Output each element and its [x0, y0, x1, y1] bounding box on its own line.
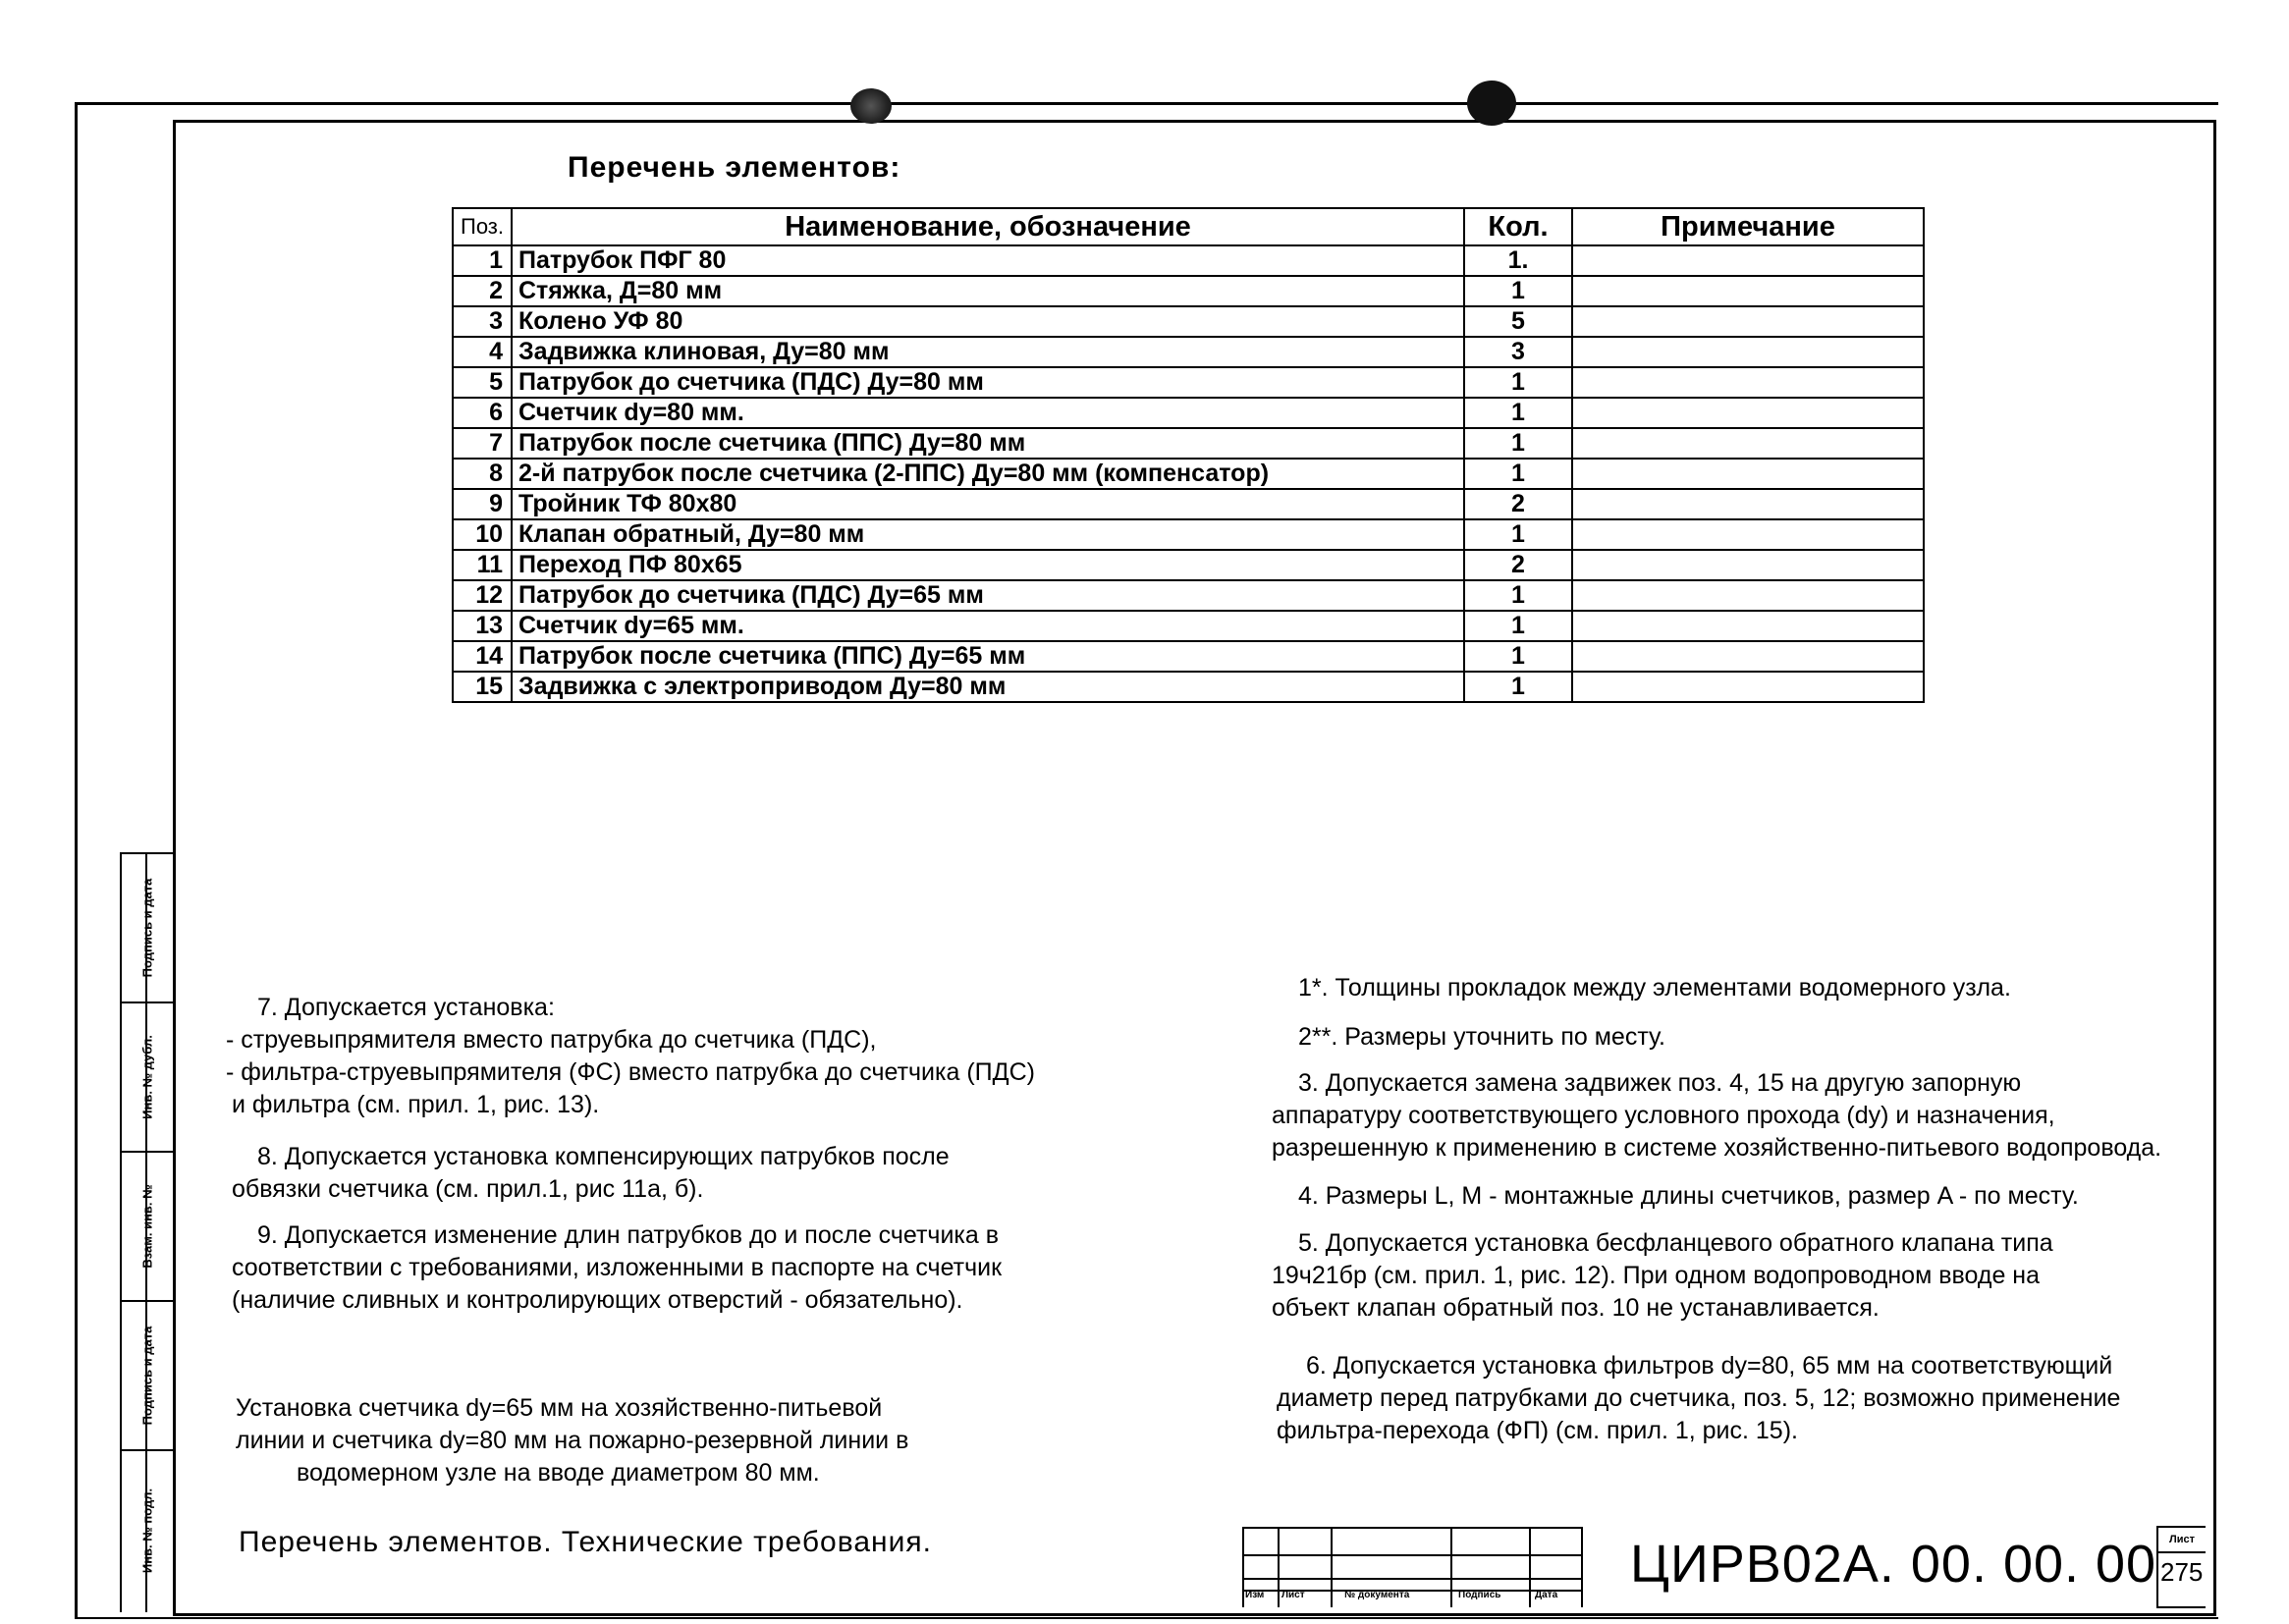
side-cell-replace-inv: Взам. инв. № — [122, 1153, 173, 1302]
cell-note — [1572, 428, 1924, 459]
cell-qty: 1 — [1464, 672, 1572, 702]
cell-qty: 1 — [1464, 459, 1572, 489]
cell-name: Стяжка, Д=80 мм — [512, 276, 1464, 306]
cell-pos: 13 — [453, 611, 512, 641]
cell-pos: 9 — [453, 489, 512, 519]
cell-name: Задвижка с электроприводом Ду=80 мм — [512, 672, 1464, 702]
cell-name: Клапан обратный, Ду=80 мм — [512, 519, 1464, 550]
stamp-label-signature: Подпись — [1458, 1590, 1501, 1600]
cell-note — [1572, 550, 1924, 580]
cell-name: Тройник ТФ 80х80 — [512, 489, 1464, 519]
note-9-line-1: 9. Допускается изменение длин патрубков до и после счетчика в — [257, 1221, 1000, 1249]
table-row — [453, 276, 1924, 306]
header-pos: Поз. — [453, 208, 512, 245]
cell-qty: 1. — [1464, 245, 1572, 276]
cell-note — [1572, 245, 1924, 276]
note-3-line-1: 3. Допускается замена задвижек поз. 4, 15 на другую запорную — [1298, 1069, 2022, 1097]
note-6-line-2: диаметр перед патрубками до счетчика, поз. 5, 12; возможно применение — [1277, 1384, 2121, 1412]
table-row — [453, 580, 1924, 611]
cell-pos: 3 — [453, 306, 512, 337]
table-row — [453, 611, 1924, 641]
cell-note — [1572, 672, 1924, 702]
table-header-row — [453, 208, 1924, 245]
table-row — [453, 306, 1924, 337]
cell-qty: 1 — [1464, 611, 1572, 641]
table-row — [453, 398, 1924, 428]
cell-qty: 3 — [1464, 337, 1572, 367]
cell-qty: 1 — [1464, 398, 1572, 428]
note-5-line-3: объект клапан обратный поз. 10 не устанавливается. — [1272, 1294, 1880, 1322]
sheet-number: 275 — [2160, 1557, 2204, 1587]
cell-name: Счетчик dy=65 мм. — [512, 611, 1464, 641]
cell-qty: 2 — [1464, 489, 1572, 519]
cell-pos: 10 — [453, 519, 512, 550]
header-name: Наименование, обозначение — [512, 208, 1464, 245]
cell-qty: 1 — [1464, 519, 1572, 550]
cell-pos: 8 — [453, 459, 512, 489]
cell-note — [1572, 611, 1924, 641]
table-row — [453, 550, 1924, 580]
note-8-line-2: обвязки счетчика (см. прил.1, рис 11а, б). — [232, 1175, 704, 1203]
table-row — [453, 367, 1924, 398]
punch-hole-right — [1467, 81, 1516, 126]
cell-pos: 15 — [453, 672, 512, 702]
note-2: 2**. Размеры уточнить по месту. — [1298, 1023, 1665, 1051]
cell-qty: 5 — [1464, 306, 1572, 337]
cell-note — [1572, 459, 1924, 489]
sheet-box — [2156, 1526, 2206, 1608]
bottom-title: Перечень элементов. Технические требования. — [239, 1526, 932, 1558]
note-9-line-3: (наличие сливных и контролирующих отверстий - обязательно). — [232, 1286, 963, 1314]
table-row — [453, 641, 1924, 672]
install-line-2: линии и счетчика dy=80 мм на пожарно-резервной линии в — [236, 1427, 909, 1454]
elements-table — [452, 207, 1925, 703]
stamp-labels — [1242, 1590, 1581, 1605]
cell-note — [1572, 489, 1924, 519]
table-row — [453, 489, 1924, 519]
note-3-line-2: аппаратуру соответствующего условного прохода (dy) и назначения, — [1272, 1102, 2055, 1129]
side-cell-orig-inv: Инв. № подл. — [139, 1488, 155, 1574]
table-row — [453, 672, 1924, 702]
cell-name: Переход ПФ 80х65 — [512, 550, 1464, 580]
side-cell-dup-inv: Инв. № дубл. — [122, 1003, 173, 1153]
note-7-line-4: и фильтра (см. прил. 1, рис. 13). — [232, 1091, 600, 1118]
note-4: 4. Размеры L, M - монтажные длины счетчиков, размер A - по месту. — [1298, 1182, 2079, 1210]
note-7-line-1: 7. Допускается установка: — [257, 994, 555, 1021]
note-3-line-3: разрешенную к применению в системе хозяйственно-питьевого водопровода. — [1272, 1134, 2162, 1162]
note-7-line-3: - фильтра-струевыпрямителя (ФС) вместо патрубка до счетчика (ПДС) — [226, 1058, 1035, 1086]
cell-qty: 1 — [1464, 276, 1572, 306]
cell-pos: 11 — [453, 550, 512, 580]
cell-name: Колено УФ 80 — [512, 306, 1464, 337]
header-note: Примечание — [1572, 208, 1924, 245]
cell-name: 2-й патрубок после счетчика (2-ППС) Ду=80 мм (компенсатор) — [512, 459, 1464, 489]
cell-qty: 2 — [1464, 550, 1572, 580]
stamp-label-sheet: Лист — [1281, 1590, 1305, 1600]
table-row — [453, 459, 1924, 489]
cell-pos: 6 — [453, 398, 512, 428]
cell-note — [1572, 398, 1924, 428]
side-cell-signature-date-1: Подпись и дата — [122, 854, 173, 1003]
note-5-line-1: 5. Допускается установка бесфланцевого обратного клапана типа — [1298, 1229, 2053, 1257]
note-7-line-2: - струевыпрямителя вместо патрубка до счетчика (ПДС), — [226, 1026, 877, 1054]
cell-qty: 1 — [1464, 428, 1572, 459]
stamp-label-document: № документа — [1344, 1590, 1410, 1600]
cell-note — [1572, 641, 1924, 672]
side-cell-signature-date-2: Подпись и дата — [122, 1302, 173, 1451]
title-block-stamp — [1242, 1527, 1581, 1605]
note-8-line-1: 8. Допускается установка компенсирующих патрубков после — [257, 1143, 950, 1170]
cell-name: Патрубок до счетчика (ПДС) Ду=65 мм — [512, 580, 1464, 611]
table-row — [453, 519, 1924, 550]
table-row — [453, 428, 1924, 459]
install-line-1: Установка счетчика dy=65 мм на хозяйственно-питьевой — [236, 1394, 883, 1422]
cell-name: Патрубок после счетчика (ППС) Ду=80 мм — [512, 428, 1464, 459]
cell-qty: 1 — [1464, 580, 1572, 611]
stamp-label-date: Дата — [1535, 1590, 1558, 1600]
cell-pos: 1 — [453, 245, 512, 276]
cell-pos: 14 — [453, 641, 512, 672]
note-1: 1*. Толщины прокладок между элементами водомерного узла. — [1298, 974, 2011, 1001]
cell-qty: 1 — [1464, 641, 1572, 672]
table-row — [453, 337, 1924, 367]
cell-pos: 2 — [453, 276, 512, 306]
cell-name: Патрубок после счетчика (ППС) Ду=65 мм — [512, 641, 1464, 672]
cell-pos: 12 — [453, 580, 512, 611]
note-6-line-1: 6. Допускается установка фильтров dy=80, 65 мм на соответствующий — [1306, 1352, 2113, 1380]
cell-note — [1572, 306, 1924, 337]
list-title: Перечень элементов: — [568, 151, 901, 184]
note-5-line-2: 19ч21бр (см. прил. 1, рис. 12). При одном водопроводном вводе на — [1272, 1262, 2041, 1289]
cell-note — [1572, 337, 1924, 367]
cell-name: Счетчик dy=80 мм. — [512, 398, 1464, 428]
cell-pos: 4 — [453, 337, 512, 367]
cell-note — [1572, 276, 1924, 306]
cell-pos: 7 — [453, 428, 512, 459]
sheet-label: Лист — [2158, 1528, 2206, 1553]
cell-note — [1572, 367, 1924, 398]
cell-name: Патрубок до счетчика (ПДС) Ду=80 мм — [512, 367, 1464, 398]
cell-name: Патрубок ПФГ 80 — [512, 245, 1464, 276]
cell-name: Задвижка клиновая, Ду=80 мм — [512, 337, 1464, 367]
note-6-line-3: фильтра-перехода (ФП) (см. прил. 1, рис. 15). — [1277, 1417, 1798, 1444]
header-qty: Кол. — [1464, 208, 1572, 245]
install-line-3: водомерном узле на вводе диаметром 80 мм. — [297, 1459, 820, 1487]
punch-hole-left — [850, 88, 892, 124]
cell-pos: 5 — [453, 367, 512, 398]
cell-note — [1572, 519, 1924, 550]
cell-qty: 1 — [1464, 367, 1572, 398]
side-stamp-strip — [120, 852, 175, 1612]
table-row — [453, 245, 1924, 276]
stamp-label-change: Изм — [1245, 1590, 1265, 1600]
cell-note — [1572, 580, 1924, 611]
document-code: ЦИРВ02А. 00. 00. 00 — [1630, 1535, 2157, 1594]
note-9-line-2: соответствии с требованиями, изложенными в паспорте на счетчик — [232, 1254, 1003, 1281]
